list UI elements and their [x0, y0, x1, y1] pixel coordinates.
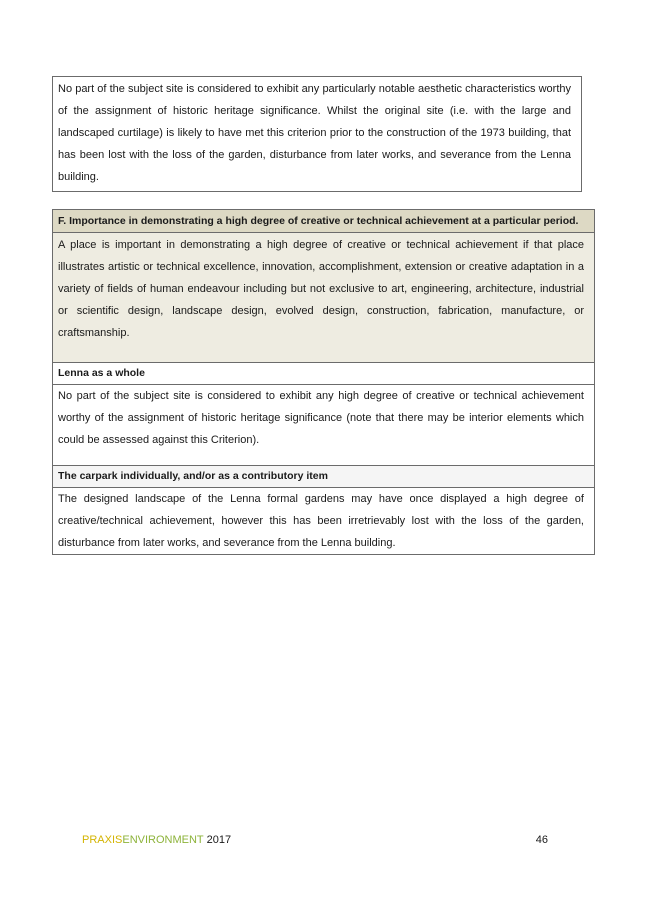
brand-praxis: PRAXIS — [82, 834, 123, 846]
lenna-whole-heading: Lenna as a whole — [53, 363, 594, 385]
aesthetic-criterion-text: No part of the subject site is considered to exhibit any particularly notable aesthetic characteristics worthy of the assignment of historic heritage significance. Whilst the original site (i.e. with the large and landscaped curtilage) is likely to have met this criterion prior to the construction of the 1973 building, that has been lost with the loss of the garden, disturbance from later works, and severance from the Lenna building. — [58, 83, 571, 183]
footer-brand — [82, 834, 231, 846]
criterion-f-definition: A place is important in demonstrating a high degree of creative or technical achievement if that place illustrates artistic or technical excellence, innovation, accomplishment, extension or creative adaptation in a variety of fields of human endeavour including but not exclusive to art, engineering, architecture, industrial or scientific design, landscape design, evolved design, construction, fabrication, manufacture, or craftsmanship. — [53, 233, 594, 363]
criterion-f-heading: F. Importance in demonstrating a high degree of creative or technical achievement at a particular period. — [53, 210, 594, 233]
page-number: 46 — [535, 834, 548, 846]
footer-year: 2017 — [206, 834, 232, 846]
lenna-whole-assessment: No part of the subject site is considered to exhibit any high degree of creative or technical achievement worthy of the assignment of historic heritage significance (note that there may be interior elements which could be assessed against this Criterion). — [53, 385, 594, 466]
page-footer — [82, 832, 552, 848]
criterion-f-table — [52, 209, 595, 555]
aesthetic-criterion-continuation-box — [52, 76, 582, 192]
brand-environment: ENVIRONMENT — [122, 834, 204, 846]
carpark-assessment: The designed landscape of the Lenna formal gardens may have once displayed a high degree of creative/technical achievement, however this has been irretrievably lost with the loss of the garden, disturbance from later works, and severance from the Lenna building. — [58, 493, 584, 549]
carpark-heading: The carpark individually, and/or as a contributory item — [53, 466, 594, 488]
